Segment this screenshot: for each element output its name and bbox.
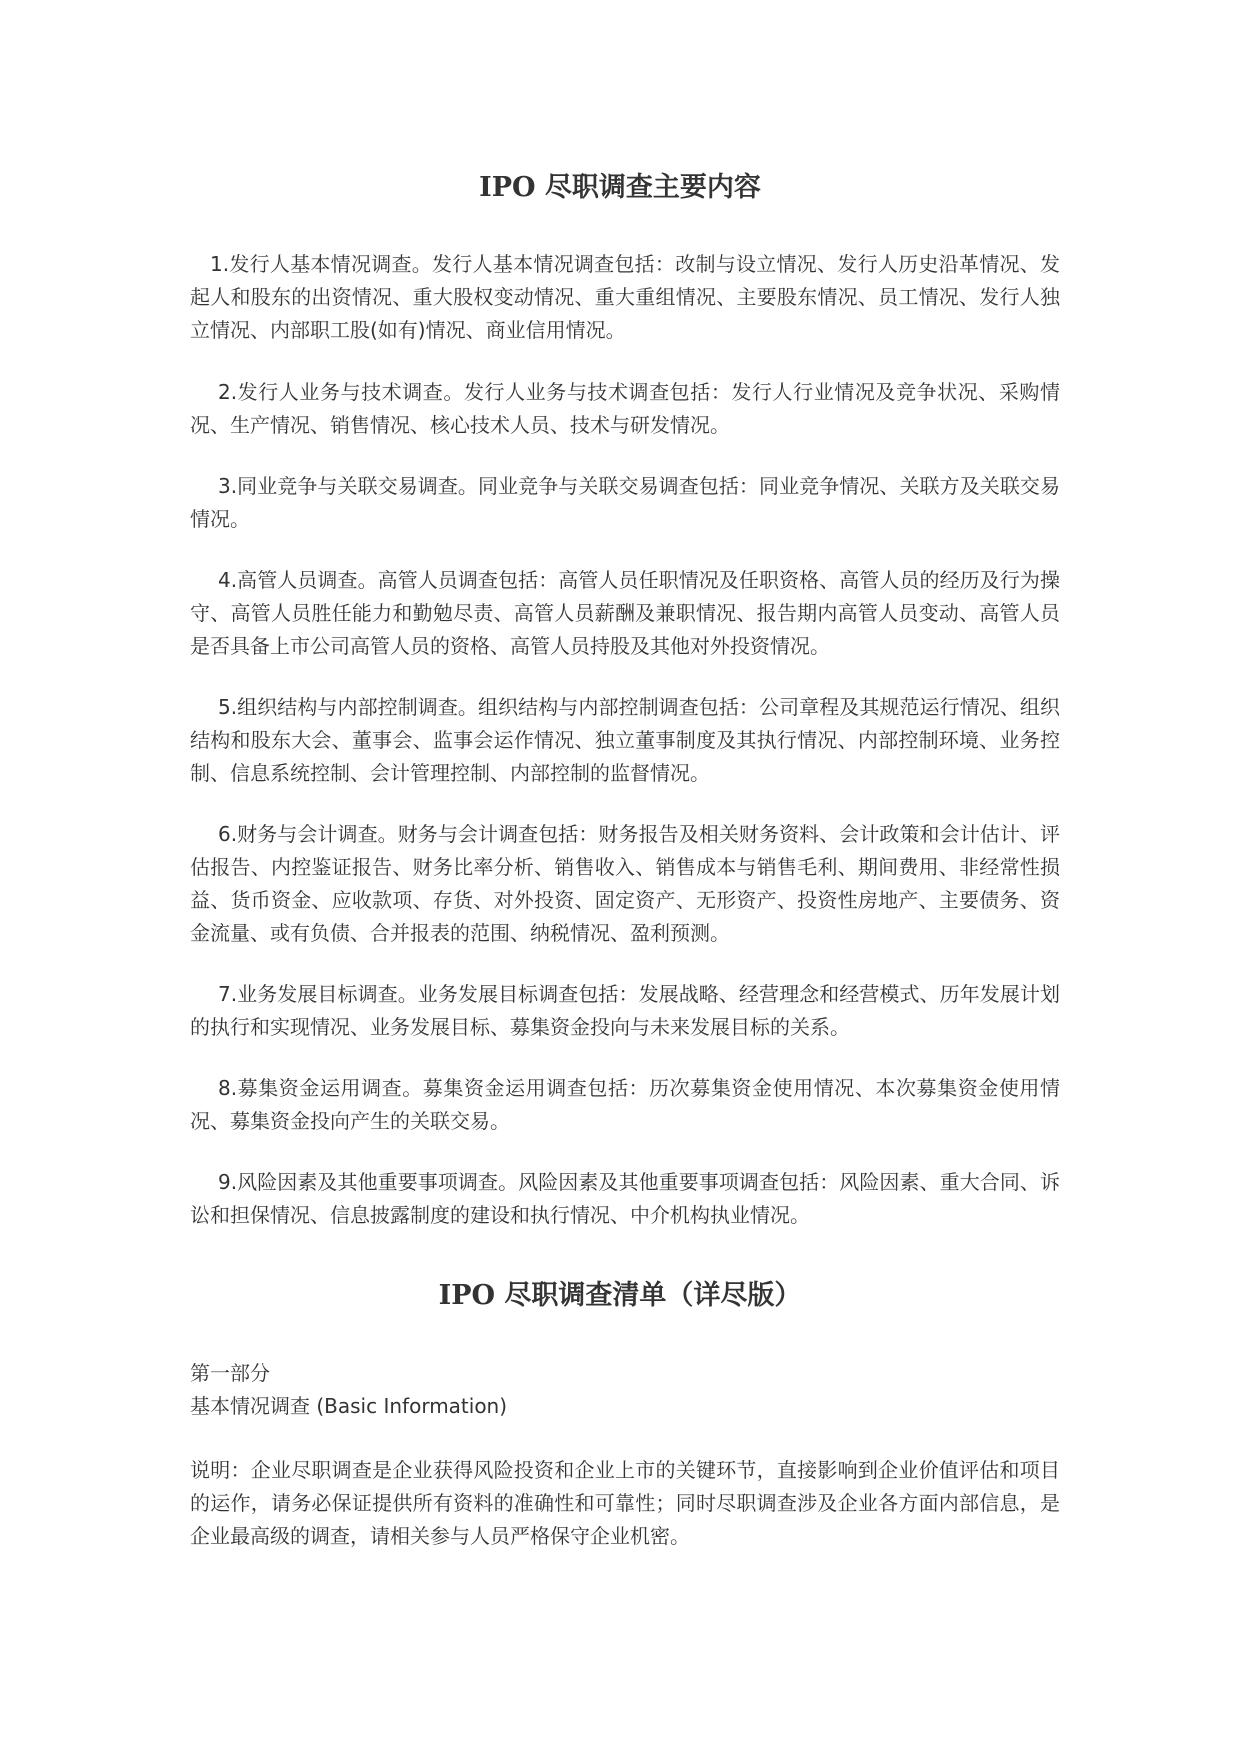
note-paragraph: 说明：企业尽职调查是企业获得风险投资和企业上市的关键环节，直接影响到企业价值评估和项目的运作，请务必保证提供所有资料的准确性和可靠性；同时尽职调查涉及企业各方面内部信息，是企业最高级的调查，请相关参与人员严格保守企业机密。 (190, 1458, 1060, 1548)
section-title: IPO 尽职调查清单（详尽版） (438, 1280, 802, 1311)
paragraph-basic-info: 1.发行人基本情况调查。发行人基本情况调查包括：改制与设立情况、发行人历史沿革情况、发起人和股东的出资情况、重大股权变动情况、重大重组情况、主要股东情况、员工情况、发行人独立情况、内部职工股(如有)情况、商业信用情况。 (190, 252, 1060, 342)
part-subtitle: 基本情况调查 (Basic Information) (190, 1394, 508, 1418)
paragraph-business-tech: 2.发行人业务与技术调查。发行人业务与技术调查包括：发行人行业情况及竞争状况、采购情况、生产情况、销售情况、核心技术人员、技术与研发情况。 (190, 380, 1060, 437)
part-label: 第一部分 (190, 1361, 270, 1385)
paragraph-fund-use: 8.募集资金运用调查。募集资金运用调查包括：历次募集资金使用情况、本次募集资金使用情况、募集资金投向产生的关联交易。 (190, 1076, 1060, 1133)
paragraph-executives: 4.高管人员调查。高管人员调查包括：高管人员任职情况及任职资格、高管人员的经历及行为操守、高管人员胜任能力和勤勉尽责、高管人员薪酬及兼职情况、报告期内高管人员变动、高管人员是否具备上市公司高管人员的资格、高管人员持股及其他对外投资情况。 (190, 568, 1060, 658)
page-title: IPO 尽职调查主要内容 (479, 172, 761, 203)
paragraph-organization-control: 5.组织结构与内部控制调查。组织结构与内部控制调查包括：公司章程及其规范运行情况、组织结构和股东大会、董事会、监事会运作情况、独立董事制度及其执行情况、内部控制环境、业务控制、信息系统控制、会计管理控制、内部控制的监督情况。 (190, 695, 1060, 785)
paragraph-competition-related: 3.同业竞争与关联交易调查。同业竞争与关联交易调查包括：同业竞争情况、关联方及关联交易情况。 (190, 474, 1060, 531)
paragraph-finance-accounting: 6.财务与会计调查。财务与会计调查包括：财务报告及相关财务资料、会计政策和会计估计、评估报告、内控鉴证报告、财务比率分析、销售收入、销售成本与销售毛利、期间费用、非经常性损益、货币资金、应收款项、存货、对外投资、固定资产、无形资产、投资性房地产、主要债务、资金流量、或有负债、合并报表的范围、纳税情况、盈利预测。 (190, 822, 1060, 945)
paragraph-risk-factors: 9.风险因素及其他重要事项调查。风险因素及其他重要事项调查包括：风险因素、重大合同、诉讼和担保情况、信息披露制度的建设和执行情况、中介机构执业情况。 (190, 1170, 1060, 1227)
paragraph-business-goals: 7.业务发展目标调查。业务发展目标调查包括：发展战略、经营理念和经营模式、历年发展计划的执行和实现情况、业务发展目标、募集资金投向与未来发展目标的关系。 (190, 982, 1060, 1039)
